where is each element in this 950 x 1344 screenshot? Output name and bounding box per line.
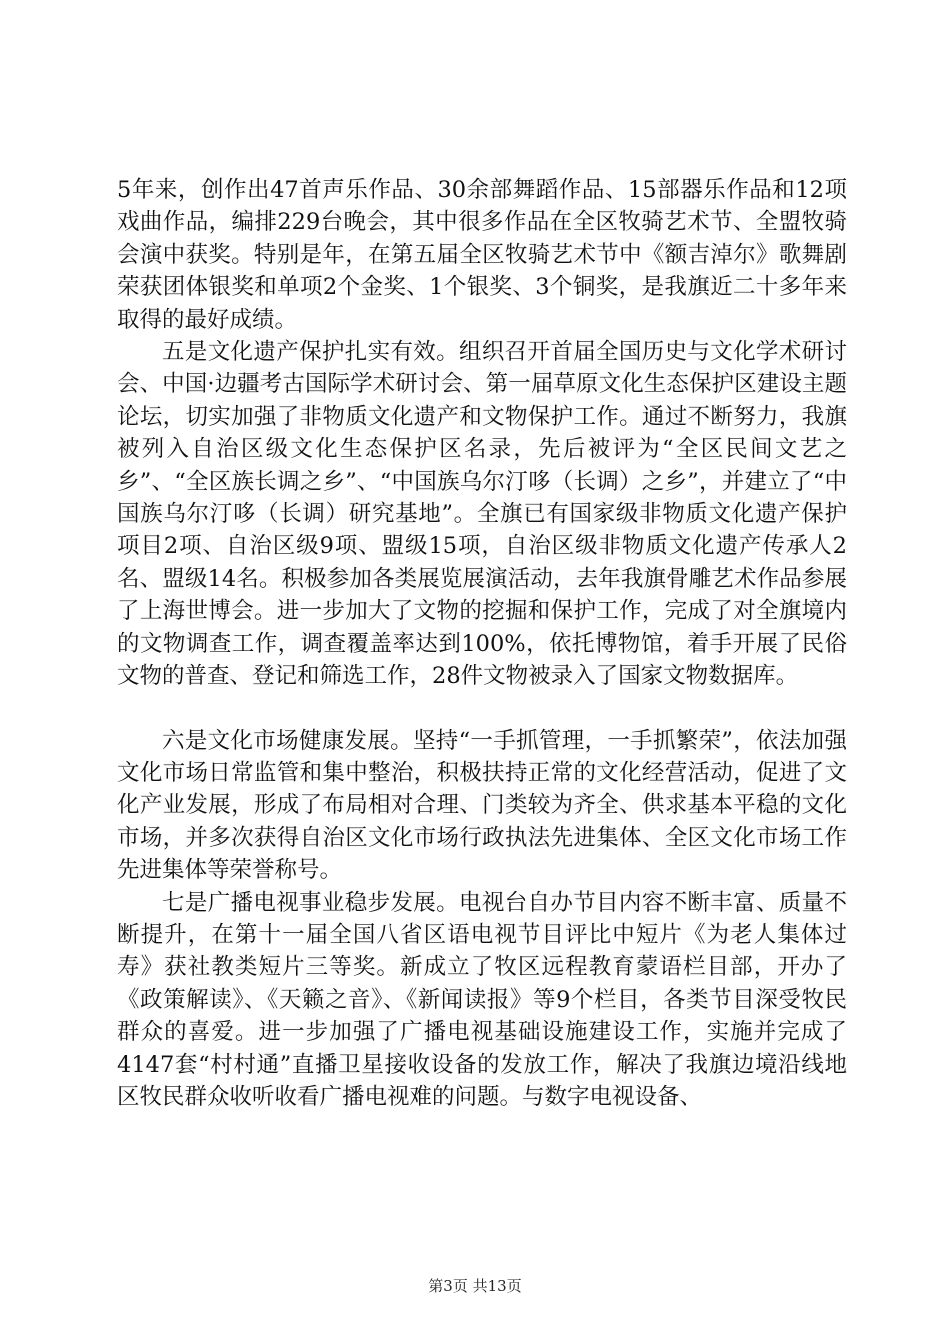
paragraph-cultural-heritage: 五是文化遗产保护扎实有效。组织召开首届全国历史与文化学术研讨会、中国·边疆考古国际学术研讨会、第一届草原文化生态保护区建设主题论坛，切实加强了非物质文化遗产和文物保护工作。通过不断努力，我旗被列入自治区级文化生态保护区名录，先后被评为“全区民间文艺之乡”、“全区族长调之乡”、“中国族乌尔汀哆（长调）之乡”，并建立了“中国族乌尔汀哆（长调）研究基地”。全旗已有国家级非物质文化遗产保护项目2项、自治区级9项、盟级15项，自治区级非物质文化遗产传承人2名、盟级14名。积极参加各类展览展演活动，去年我旗骨雕艺术作品参展了上海世博会。进一步加大了文物的挖掘和保护工作，完成了对全旗境内的文物调查工作，调查覆盖率达到100%，依托博物馆，着手开展了民俗文物的普查、登记和筛选工作，28件文物被录入了国家文物数据库。 [117, 339, 847, 690]
paragraph-cultural-market: 六是文化市场健康发展。坚持“一手抓管理，一手抓繁荣”，依法加强文化市场日常监管和集中整治，积极扶持正常的文化经营活动，促进了文化产业发展，形成了布局相对合理、门类较为齐全、供求基本平稳的文化市场，并多次获得自治区文化市场行政执法先进集体、全区文化市场工作先进集体等荣誉称号。 [117, 727, 847, 884]
page-footer: 第3页 共13页 [428, 1277, 522, 1295]
paragraph-continuation: 5年来，创作出47首声乐作品、30余部舞蹈作品、15部器乐作品和12项戏曲作品，编排229台晚会，其中很多作品在全区牧骑艺术节、全盟牧骑会演中获奖。特别是年，在第五届全区牧骑艺术节中《额吉淖尔》歌舞剧荣获团体银奖和单项2个金奖、1个银奖、3个铜奖，是我旗近二十多年来取得的最好成绩。 [117, 177, 847, 333]
document-body [117, 174, 847, 1113]
paragraph-broadcast-tv: 七是广播电视事业稳步发展。电视台自办节目内容不断丰富、质量不断提升，在第十一届全国八省区语电视节目评比中短片《为老人集体过寿》获社教类短片三等奖。新成立了牧区远程教育蒙语栏目部，开办了《政策解读》、《天籁之音》、《新闻读报》等9个栏目，各类节目深受牧民群众的喜爱。进一步加强了广播电视基础设施建设工作，实施并完成了4147套“村村通”直播卫星接收设备的发放工作，解决了我旗边境沿线地区牧民群众收听收看广播电视难的问题。与数字电视设备、 [117, 889, 847, 1110]
